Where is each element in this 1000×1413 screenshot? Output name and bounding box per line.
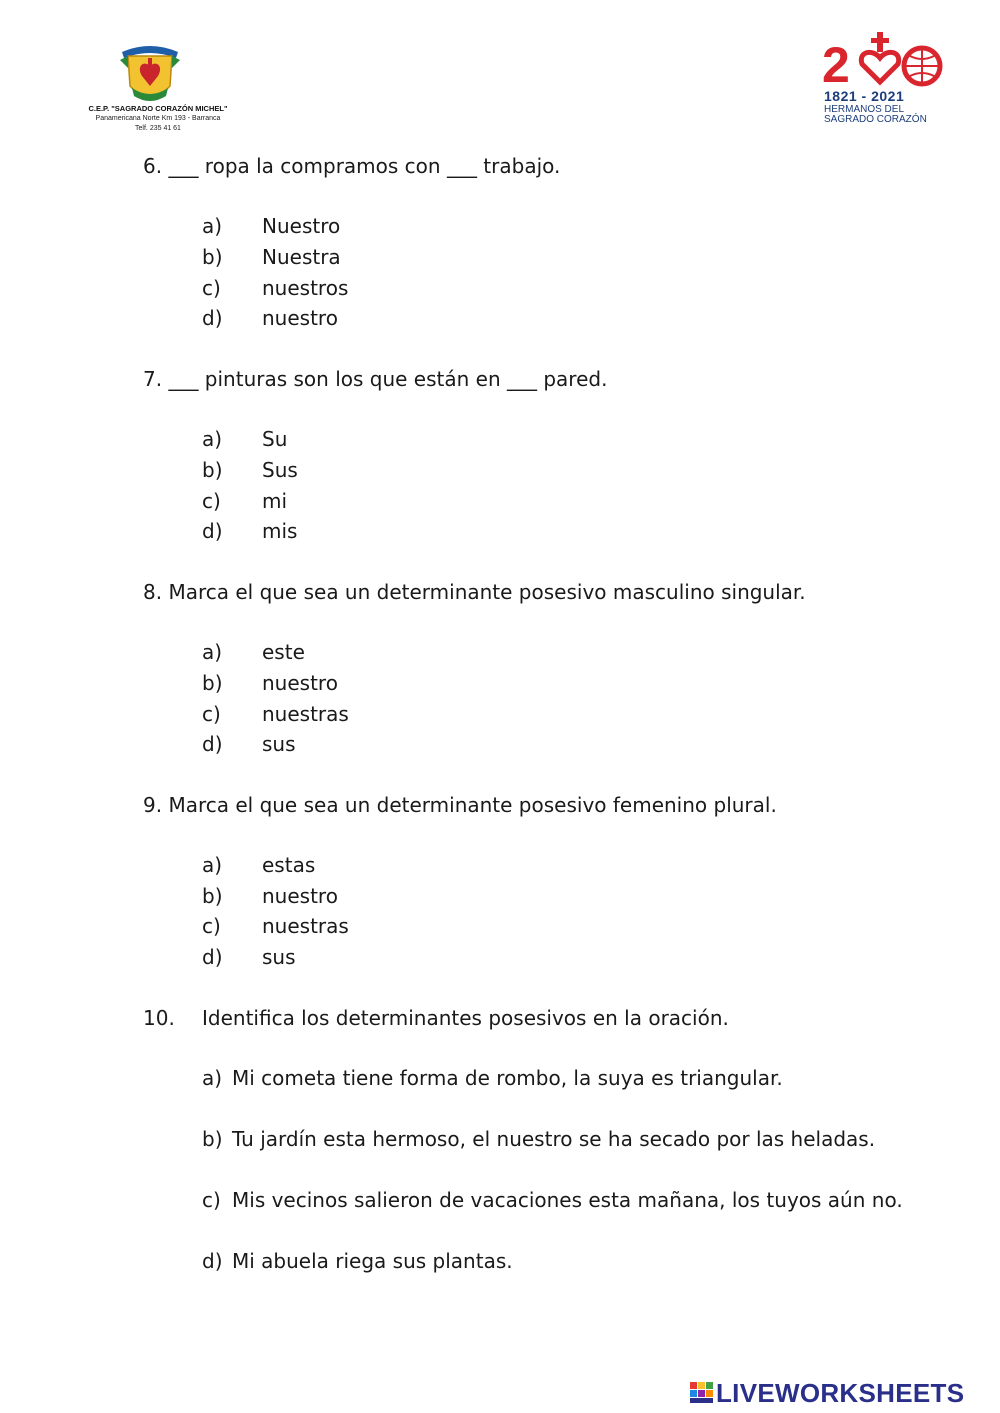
sentence-text: Mi abuela riega sus plantas. [232, 1249, 513, 1273]
option-text: nuestras [262, 914, 349, 938]
liveworksheets-brand[interactable] [690, 1378, 990, 1408]
sentence-text: Mis vecinos salieron de vacaciones esta mañana, los tuyos aún no. [232, 1188, 903, 1212]
sentence-text: Mi cometa tiene forma de rombo, la suya es triangular. [232, 1066, 783, 1090]
option-letter: b) [202, 458, 223, 482]
school-phone: Telf. 235 41 61 [135, 125, 181, 132]
anniversary-years: 1821 - 2021 [824, 88, 905, 104]
sentence-letter: b) [202, 1127, 223, 1151]
option-text: nuestro [262, 306, 338, 330]
option-letter: d) [202, 732, 223, 756]
sentence-letter: c) [202, 1188, 221, 1212]
option-text: este [262, 640, 305, 664]
option-text: nuestro [262, 671, 338, 695]
option-letter: d) [202, 519, 223, 543]
option-text: Sus [262, 458, 298, 482]
option-text: estas [262, 853, 316, 877]
option-text: Su [262, 427, 288, 451]
option-letter: a) [202, 214, 223, 238]
liveworksheets-logo-text: LIVEWORKSHEETS [716, 1378, 965, 1408]
option-letter: a) [202, 427, 223, 451]
anniversary-line-1: HERMANOS DEL [824, 104, 905, 115]
svg-text:2: 2 [822, 37, 850, 90]
question-10: Identifica los determinantes posesivos en la oración. [202, 1006, 729, 1030]
option-letter: d) [202, 306, 223, 330]
option-letter: d) [202, 945, 223, 969]
option-letter: c) [202, 702, 221, 726]
question-7: 7. ___ pinturas son los que están en ___ pared. [143, 367, 608, 391]
option-text: Nuestra [262, 245, 341, 269]
option-letter: b) [202, 671, 223, 695]
option-text: nuestras [262, 702, 349, 726]
school-crest-icon [118, 38, 182, 110]
question-8: 8. Marca el que sea un determinante posesivo masculino singular. [143, 580, 806, 604]
option-text: Nuestro [262, 214, 341, 238]
question-10-number: 10. [143, 1006, 175, 1030]
sentence-letter: a) [202, 1066, 223, 1090]
sentence-text: Tu jardín esta hermoso, el nuestro se ha secado por las heladas. [232, 1127, 876, 1151]
anniversary-200-icon [818, 30, 948, 90]
option-text: sus [262, 732, 296, 756]
option-letter: c) [202, 276, 221, 300]
option-text: mi [262, 489, 288, 513]
school-logo [78, 30, 238, 140]
anniversary-line-2: SAGRADO CORAZÓN [824, 114, 927, 125]
school-address: Panamericana Norte Km 193 - Barranca [95, 115, 221, 122]
school-name: C.E.P. "SAGRADO CORAZÓN MICHEL" [88, 104, 228, 113]
liveworksheets-icon [690, 1382, 714, 1404]
option-letter: c) [202, 914, 221, 938]
option-text: sus [262, 945, 296, 969]
question-9: 9. Marca el que sea un determinante posesivo femenino plural. [143, 793, 777, 817]
option-letter: b) [202, 245, 223, 269]
option-text: nuestros [262, 276, 349, 300]
option-text: nuestro [262, 884, 338, 908]
option-text: mis [262, 519, 298, 543]
question-6: 6. ___ ropa la compramos con ___ trabajo. [143, 154, 561, 178]
sentence-letter: d) [202, 1249, 223, 1273]
option-letter: c) [202, 489, 221, 513]
option-letter: a) [202, 853, 223, 877]
anniversary-logo [818, 30, 948, 130]
option-letter: b) [202, 884, 223, 908]
option-letter: a) [202, 640, 223, 664]
